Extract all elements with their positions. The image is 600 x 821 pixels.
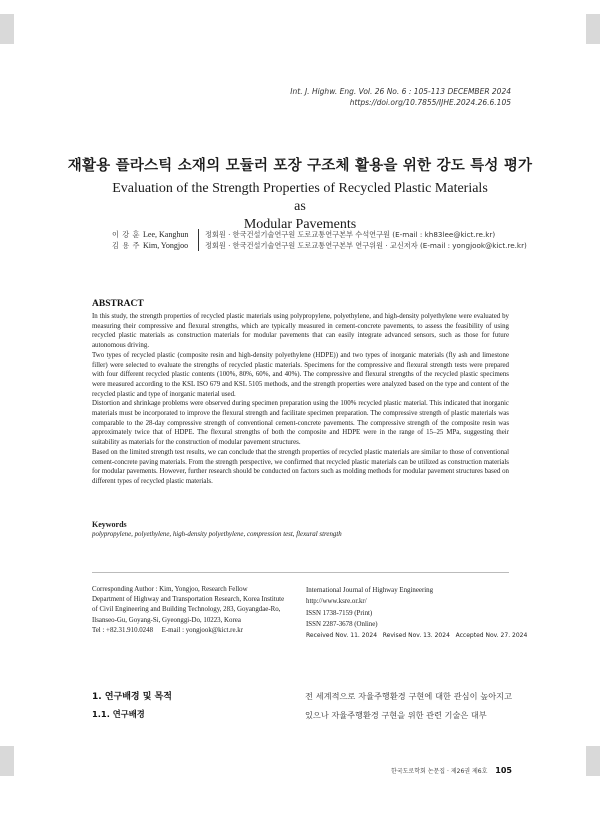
correspondence-line: Tel : +82.31.910.0248 E-mail : yongjook@kict.re.kr — [92, 626, 243, 634]
journal-info-line: ISSN 2287-3678 (Online) — [306, 620, 378, 628]
title-english-line-1: Evaluation of the Strength Properties of Recycled Plastic Materials as — [112, 181, 488, 214]
crop-mark-bottom-left — [0, 746, 14, 776]
author-row — [112, 229, 527, 240]
title-english-line-2: Modular Pavements — [243, 217, 357, 232]
journal-website-link[interactable]: http://www.ksre.or.kr/ — [306, 598, 367, 606]
title-english — [110, 180, 490, 234]
journal-volume: Vol. 26 No. 6 : 105-113 — [358, 87, 446, 96]
journal-header — [290, 86, 511, 108]
keywords-list: polypropylene, polyethylene, high-density polyethylene, compression test, flexural strength — [92, 531, 342, 538]
received-label: Received — [306, 632, 334, 640]
submission-dates — [306, 630, 528, 641]
page-number: 105 — [495, 766, 512, 775]
journal-info-line: ISSN 1738-7159 (Print) — [306, 609, 373, 617]
author-row — [112, 240, 527, 251]
journal-info-block — [306, 585, 528, 641]
crop-mark-top-left — [0, 14, 14, 44]
correspondence-line: Ilsanseo-Gu, Goyang-Si, Gyeonggi-Do, 10223, Korea — [92, 616, 241, 624]
page-footer — [391, 766, 512, 775]
journal-info-line: International Journal of Highway Engineering — [306, 587, 434, 594]
author-name-ko: 이 강 훈 — [112, 230, 140, 239]
section-heading: 1. 연구배경 및 목적 — [92, 692, 172, 702]
received-date: Nov. 11. 2024 — [335, 632, 378, 640]
author-name-en: Kim, Yongjoo — [143, 241, 189, 250]
author-affiliation: 정회원 · 한국건설기술연구원 도로교통연구본부 수석연구원 (E-mail : kh83lee@kict.re.kr) — [205, 230, 496, 239]
accepted-label: Accepted — [455, 632, 484, 640]
title-korean: 재활용 플라스틱 소재의 모듈러 포장 구조체 활용을 위한 강도 특성 평가 — [67, 158, 533, 174]
journal-name: Int. J. Highw. Eng. — [290, 87, 357, 96]
revised-date: Nov. 13. 2024 — [408, 632, 450, 640]
revised-label: Revised — [382, 632, 407, 640]
correspondence-line: of Civil Engineering and Building Technology, 283, Goyangdae-Ro, — [92, 606, 281, 614]
subsection-heading: 1.1. 연구배경 — [92, 709, 145, 719]
author-affiliation: 정회원 · 한국건설기술연구원 도로교통연구본부 연구위원 · 교신저자 (E-mail : yongjook@kict.re.kr) — [205, 241, 527, 250]
keywords-heading: Keywords — [92, 520, 127, 529]
abstract-paragraph: Distortion and shrinkage problems were observed during specimen preparation using the 100% recycled plastic material. This indicated that inorganic materials must be incorporated to improve the flexural strength and facilitate specimen preparation. The compressive strength of plastic materials was comparable to the 28-day compressive strength of conventional cement-concrete pavements. The compressive strength of the composite resin was approximately twice that of HDPE. The flexural strengths of both the composite and HDPE were in the range of 15–25 MPa, suggesting their suitability as materials for the construction of modular pavement structures. — [92, 400, 509, 447]
journal-date: DECEMBER 2024 — [447, 87, 511, 96]
correspondence-line: Department of Highway and Transportation Research, Korea Institute — [92, 596, 285, 604]
author-name-en: Lee, Kanghun — [143, 230, 189, 239]
abstract-paragraph: In this study, the strength properties of recycled plastic materials using polypropylene, polyethylene, and high-density polyethylene were evaluated by measuring their compressive and flexural strengths, which are typically measured in cement-concrete pavements, to assess the feasibility of using recycled plastic materials as construction materials for modular pavements that can easily integrate advanced sensors, such as those for future autonomous driving. — [92, 313, 509, 350]
crop-mark-top-right — [586, 14, 600, 44]
crop-mark-bottom-right — [586, 746, 600, 776]
body-text: 전 세계적으로 자율주행환경 구현에 대한 관심이 높아지고 있으나 자율주행환경 구현을 위한 관련 기술은 대부 — [305, 691, 512, 720]
author-list — [112, 229, 527, 251]
corresponding-author-block — [92, 585, 307, 636]
footer-journal: 한국도로학회 논문집 · 제26권 제6호 — [391, 768, 488, 775]
journal-doi[interactable]: https://doi.org/10.7855/IJHE.2024.26.6.105 — [349, 98, 511, 107]
correspondence-line: Corresponding Author : Kim, Yongjoo, Research Fellow — [92, 586, 248, 593]
author-name-ko: 김 용 주 — [112, 241, 140, 250]
section-divider — [92, 572, 509, 573]
abstract-paragraph: Two types of recycled plastic (composite resin and high-density polyethylene (HDPE)) and two types of inorganic materials (fly ash and limestone filler) were selected to evaluate the strengths of recycled plastic materials. Specimens for the compressive and flexural strength tests were prepared with four different recycled plastic contents (100%, 80%, 60%, and 40%). The compressive and flexural strengths of the recycled plastic specimens were measured according to the KSL ISO 679 and KSL 5105 methods, and the strength properties were analyzed based on the type and content of the recycled plastic and type of inorganic material used. — [92, 351, 509, 398]
abstract-body — [92, 312, 509, 487]
abstract-paragraph: Based on the limited strength test results, we can conclude that the strength properties of recycled plastic materials are similar to those of conventional cement-concrete paving materials. From the strength perspective, we confirmed that recycled plastic materials can be utilized as construction materials for modular pavements. However, further research should be conducted on factors such as molding methods for modular pavement structures based on different types of recycled plastic materials. — [92, 448, 509, 485]
accepted-date: Nov. 27. 2024 — [485, 632, 528, 640]
abstract-heading: ABSTRACT — [92, 299, 144, 309]
